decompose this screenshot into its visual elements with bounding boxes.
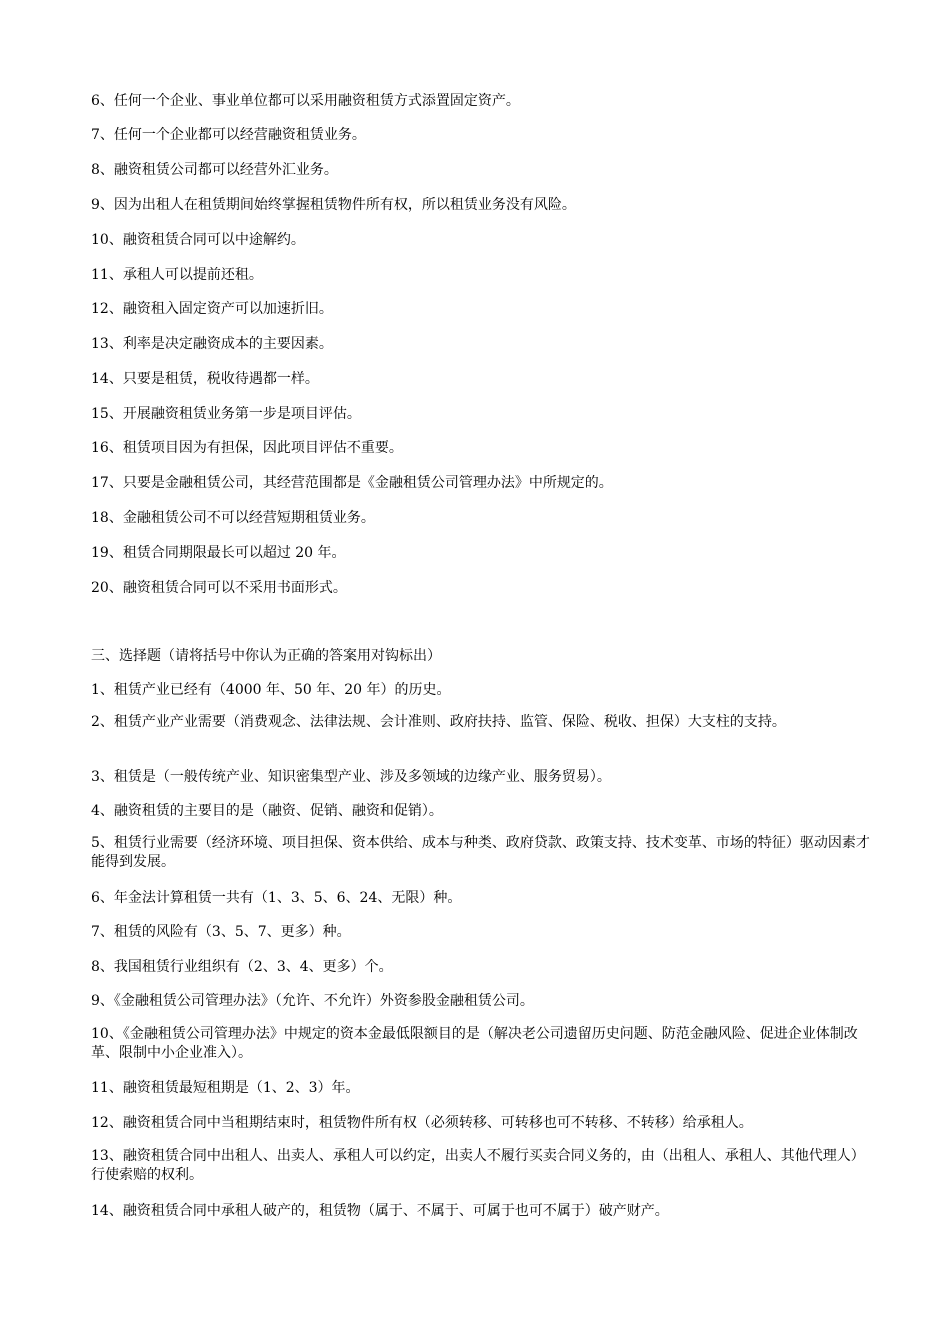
tf-item-7: 7、任何一个企业都可以经营融资租赁业务。 [91, 127, 366, 143]
tf-item-17: 17、只要是金融租赁公司，其经营范围都是《金融租赁公司管理办法》中所规定的。 [91, 475, 613, 491]
tf-item-13: 13、利率是决定融资成本的主要因素。 [91, 336, 333, 352]
choice-item-12: 12、融资租赁合同中当租期结束时，租赁物件所有权（必须转移、可转移也可不转移、不转移）给承租人。 [91, 1115, 753, 1131]
choice-item-6: 6、年金法计算租赁一共有（1、3、5、6、24、无限）种。 [91, 890, 462, 906]
choice-item-9: 9、《金融租赁公司管理办法》（允许、不允许）外资参股金融租赁公司。 [91, 993, 534, 1009]
choice-item-13: 13、融资租赁合同中出租人、出卖人、承租人可以约定，出卖人不履行买卖合同义务的，由（出租人、承租人、其他代理人）行使索赔的权利。 [91, 1148, 865, 1183]
tf-item-15: 15、开展融资租赁业务第一步是项目评估。 [91, 406, 361, 422]
tf-item-20: 20、融资租赁合同可以不采用书面形式。 [91, 580, 347, 596]
tf-item-9: 9、因为出租人在租赁期间始终掌握租赁物件所有权，所以租赁业务没有风险。 [91, 197, 576, 213]
choice-item-8: 8、我国租赁行业组织有（2、3、4、更多）个。 [91, 959, 393, 975]
choice-item-11: 11、融资租赁最短租期是（1、2、3）年。 [91, 1080, 360, 1096]
tf-item-11: 11、承租人可以提前还租。 [91, 267, 263, 283]
choice-item-4: 4、融资租赁的主要目的是（融资、促销、融资和促销）。 [91, 803, 443, 819]
choice-item-3: 3、租赁是（一般传统产业、知识密集型产业、涉及多领域的边缘产业、服务贸易）。 [91, 769, 611, 785]
tf-item-14: 14、只要是租赁，税收待遇都一样。 [91, 371, 319, 387]
choice-item-1: 1、租赁产业已经有（4000 年、50 年、20 年）的历史。 [91, 682, 451, 698]
tf-item-19: 19、租赁合同期限最长可以超过 20 年。 [91, 545, 346, 561]
tf-item-16: 16、租赁项目因为有担保，因此项目评估不重要。 [91, 440, 403, 456]
choice-item-10: 10、《金融租赁公司管理办法》中规定的资本金最低限额目的是（解决老公司遗留历史问题、防范金融风险、促进企业体制改革、限制中小企业准入）。 [91, 1026, 858, 1061]
choice-item-14: 14、融资租赁合同中承租人破产的，租赁物（属于、不属于、可属于也可不属于）破产财产。 [91, 1203, 669, 1219]
tf-item-12: 12、融资租入固定资产可以加速折旧。 [91, 301, 333, 317]
tf-item-10: 10、融资租赁合同可以中途解约。 [91, 232, 305, 248]
tf-item-6: 6、任何一个企业、事业单位都可以采用融资租赁方式添置固定资产。 [91, 93, 520, 109]
tf-item-18: 18、金融租赁公司不可以经营短期租赁业务。 [91, 510, 375, 526]
choice-item-2: 2、租赁产业产业需要（消费观念、法律法规、会计准则、政府扶持、监管、保险、税收、担保）大支柱的支持。 [91, 714, 786, 730]
choice-item-7: 7、租赁的风险有（3、5、7、更多）种。 [91, 924, 351, 940]
section-3-heading: 三、选择题（请将括号中你认为正确的答案用对钩标出） [91, 648, 441, 664]
tf-item-8: 8、融资租赁公司都可以经营外汇业务。 [91, 162, 338, 178]
choice-item-5: 5、租赁行业需要（经济环境、项目担保、资本供给、成本与种类、政府贷款、政策支持、技术变革、市场的特征）驱动因素才能得到发展。 [91, 835, 870, 870]
